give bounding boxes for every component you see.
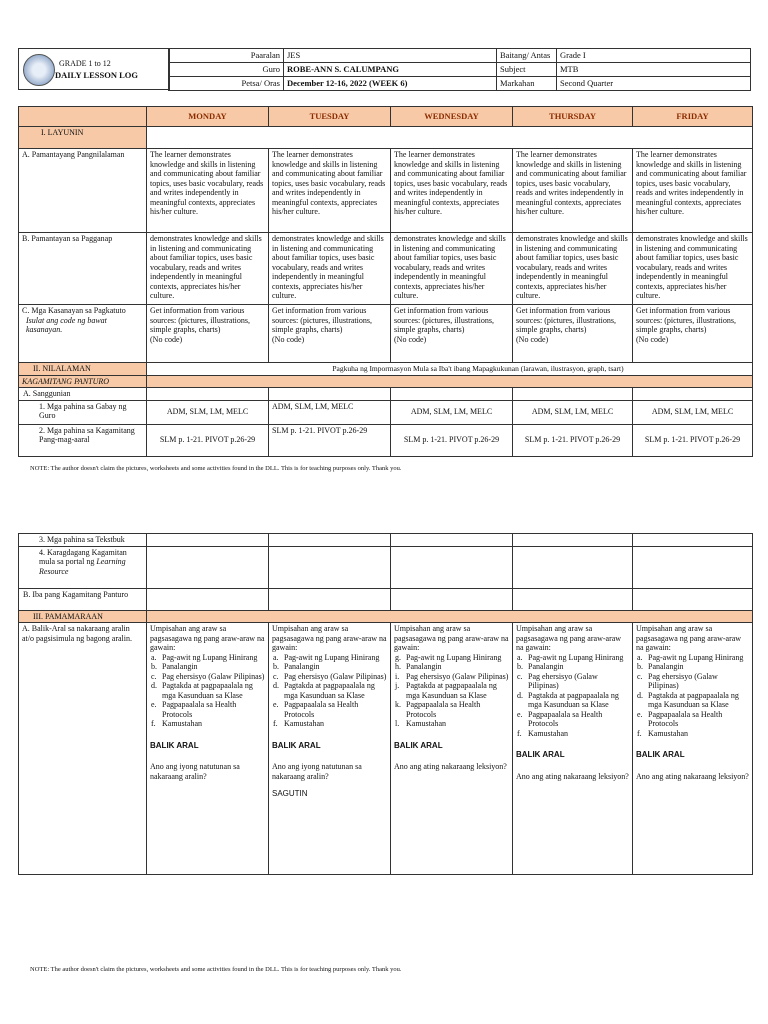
row-label-kasanayan — [19, 305, 147, 363]
pamantayang-wednesday: The learner demonstrates knowledge and skills in listening and communicating about familiar topics, uses basic vocabulary, reads and writes independently in meaningful contexts, appreciates his/her culture. — [391, 149, 513, 233]
section-pamamaraan: III. PAMAMARAAN — [19, 610, 147, 623]
day-friday: FRIDAY — [633, 107, 753, 127]
sagutin-label: SAGUTIN — [272, 789, 308, 798]
day-tuesday: TUESDAY — [269, 107, 391, 127]
pamantayang-friday: The learner demonstrates knowledge and skills in listening and communicating about familiar topics, uses basic vocabulary, reads and writes independently in meaningful contexts, appreciates his/her culture. — [633, 149, 753, 233]
pagganap-monday: demonstrates knowledge and skills in listening and communicating about familiar topics, uses basic vocabulary, reads and writes independently in meaningful contexts, appreciates his/her culture. — [147, 233, 269, 305]
header-info-table — [168, 48, 751, 91]
row-label-balik-aral: A. Balik-Aral sa nakaraang aralin at/o pagsisimula ng bagong aralin. — [19, 623, 147, 875]
pagganap-thursday: demonstrates knowledge and skills in listening and communicating about familiar topics, uses basic vocabulary, reads and writes independently in meaningful contexts, appreciates his/her culture. — [513, 233, 633, 305]
day-thursday: THURSDAY — [513, 107, 633, 127]
balik-aral-wednesday: Umpisahan ang araw sa pagsasagawa ng pang araw-araw na gawain: g. Pag-awit ng Lupang Hinirang h. Panalangin i. Pag ehersisyo (Galaw Pilipinas) j. Pagtakda at pagpapaalala ng mga Kasunduan sa Klase k. Pagpapaalala sa Health Protocols l. Kamustahan BALIK ARAL Ano ang ating nakaraang leksiyon? — [391, 623, 513, 875]
balik-aral-monday: Umpisahan ang araw sa pagsasagawa ng pang araw-araw na gawain: a. Pag-awit ng Lupang Hinirang b. Panalangin c. Pag ehersisyo (Galaw Pilipinas) d. Pagtakda at pagpapaalala ng mga Kasunduan sa Klase e. Pagpapaalala sa Health Protocols f. Kamustahan BALIK ARAL Ano ang iyong natutunan sa nakaraang aralin? — [147, 623, 269, 875]
row-label-gabay: 1. Mga pahina sa Gabay ng Guro — [19, 400, 147, 424]
row-label-karagdagang: 4. Karagdagang Kagamitan mula sa portal ng Learning Resource — [19, 546, 147, 588]
disclaimer-note-page1: NOTE: The author doesn't claim the pictures, worksheets and some activities found in the DLL. This is for teaching purposes only. Thank you. — [30, 465, 402, 472]
kagamitan-wednesday: SLM p. 1-21. PIVOT p.26-29 — [391, 424, 513, 456]
gabay-monday: ADM, SLM, LM, MELC — [147, 400, 269, 424]
date-label: Petsa/ Oras — [169, 77, 284, 91]
quarter-label: Markahan — [497, 77, 557, 91]
day-wednesday: WEDNESDAY — [391, 107, 513, 127]
row-label-sanggunian: A. Sanggunian — [19, 388, 147, 401]
kagamitan-friday: SLM p. 1-21. PIVOT p.26-29 — [633, 424, 753, 456]
kasanayan-wednesday: Get information from various sources: (pictures, illustrations, simple graphs, charts) (No code) — [391, 305, 513, 363]
school-value: JES — [284, 49, 497, 63]
pamantayang-thursday: The learner demonstrates knowledge and skills in listening and communicating about familiar topics, uses basic vocabulary, reads and writes independently in meaningful contexts, appreciates his/her culture. — [513, 149, 633, 233]
school-label: Paaralan — [169, 49, 284, 63]
disclaimer-note-page2: NOTE: The author doesn't claim the pictures, worksheets and some activities found in the DLL. This is for teaching purposes only. Thank you. — [30, 966, 402, 973]
balik-aral-tuesday: Umpisahan ang araw sa pagsasagawa ng pang araw-araw na gawain: a. Pag-awit ng Lupang Hinirang b. Panalangin c. Pag ehersisyo (Galaw Pilipinas) d. Pagtakda at pagpapaalala ng mga Kasunduan sa Klase e. Pagpapaalala sa Health Protocols f. Kamustahan BALIK ARAL Ano ang iyong natutunan sa nakaraang aralin? SAGUTIN — [269, 623, 391, 875]
row-label-pamantayan-pagganap: B. Pamantayan sa Pagganap — [19, 233, 147, 305]
nilalaman-text: Pagkuha ng Impormasyon Mula sa Iba't ibang Mapagkukunan (larawan, ilustrasyon, graph, tsart) — [147, 363, 753, 376]
kasanayan-thursday: Get information from various sources: (pictures, illustrations, simple graphs, charts) (No code) — [513, 305, 633, 363]
row-label-kagamitan: 2. Mga pahina sa Kagamitang Pang-mag-aaral — [19, 424, 147, 456]
kasanayan-friday: Get information from various sources: (pictures, illustrations, simple graphs, charts) (No code) — [633, 305, 753, 363]
kasanayan-tuesday: Get information from various sources: (pictures, illustrations, simple graphs, charts) (No code) — [269, 305, 391, 363]
grade-level-value: Grade I — [557, 49, 751, 63]
section-nilalaman: II. NILALAMAN — [19, 363, 147, 376]
kasanayan-sub: Isulat ang code ng bawat kasanayan. — [26, 315, 107, 334]
row-label-iba-pang: B. Iba pang Kagamitang Panturo — [19, 588, 147, 610]
subject-value: MTB — [557, 63, 751, 77]
pagganap-wednesday: demonstrates knowledge and skills in listening and communicating about familiar topics, uses basic vocabulary, reads and writes independently in meaningful contexts, appreciates his/her culture. — [391, 233, 513, 305]
kagamitan-thursday: SLM p. 1-21. PIVOT p.26-29 — [513, 424, 633, 456]
teacher-value: ROBE-ANN S. CALUMPANG — [284, 63, 497, 77]
balik-aral-thursday: Umpisahan ang araw sa pagsasagawa ng pang araw-araw na gawain: a. Pag-awit ng Lupang Hinirang b. Panalangin c. Pag ehersisyo (Galaw Pilipinas) d. Pagtakda at pagpapaalala ng mga Kasunduan sa Klase e. Pagpapaalala sa Health Protocols f. Kamustahan BALIK ARAL Ano ang ating nakaraang leksiyon? — [513, 623, 633, 875]
lesson-log-table-page1 — [18, 106, 753, 457]
gabay-thursday: ADM, SLM, LM, MELC — [513, 400, 633, 424]
lesson-log-table-page2 — [18, 533, 753, 875]
section-layunin: I. LAYUNIN — [19, 127, 147, 149]
document-title: DAILY LESSON LOG — [55, 70, 138, 80]
grade-line: GRADE 1 to 12 — [59, 59, 111, 68]
gabay-wednesday: ADM, SLM, LM, MELC — [391, 400, 513, 424]
pagganap-friday: demonstrates knowledge and skills in listening and communicating about familiar topics, uses basic vocabulary, reads and writes independently in meaningful contexts, appreciates his/her culture. — [633, 233, 753, 305]
deped-seal-icon — [23, 54, 55, 86]
balik-aral-friday: Umpisahan ang araw sa pagsasagawa ng pang araw-araw na gawain: a. Pag-awit ng Lupang Hinirang b. Panalangin c. Pag ehersisyo (Galaw Pilipinas) d. Pagtakda at pagpapaalala ng mga Kasunduan sa Klase e. Pagpapaalala sa Health Protocols f. Kamustahan BALIK ARAL Ano ang ating nakaraang leksiyon? — [633, 623, 753, 875]
pagganap-tuesday: demonstrates knowledge and skills in listening and communicating about familiar topics, uses basic vocabulary, reads and writes independently in meaningful contexts, appreciates his/her culture. — [269, 233, 391, 305]
kagamitang-blank — [147, 375, 753, 388]
kagamitan-tuesday: SLM p. 1-21. PIVOT p.26-29 — [269, 424, 391, 456]
pamantayang-monday: The learner demonstrates knowledge and skills in listening and communicating about familiar topics, uses basic vocabulary, reads and writes independently in meaningful contexts, appreciates his/her culture. — [147, 149, 269, 233]
section-kagamitang: KAGAMITANG PANTURO — [19, 375, 147, 388]
layunin-blank — [147, 127, 753, 149]
quarter-value: Second Quarter — [557, 77, 751, 91]
kasanayan-monday: Get information from various sources: (pictures, illustrations, simple graphs, charts) (No code) — [147, 305, 269, 363]
day-monday: MONDAY — [147, 107, 269, 127]
subject-label: Subject — [497, 63, 557, 77]
gabay-tuesday: ADM, SLM, LM, MELC — [269, 400, 391, 424]
teacher-label: Guro — [169, 63, 284, 77]
grade-level-label: Baitang/ Antas — [497, 49, 557, 63]
kasanayan-label: C. Mga Kasanayan sa Pagkatuto — [22, 306, 126, 315]
gabay-friday: ADM, SLM, LM, MELC — [633, 400, 753, 424]
blank-corner — [19, 107, 147, 127]
lesson-log-header-box — [18, 48, 170, 90]
row-label-teksbuk: 3. Mga pahina sa Tekstbuk — [19, 534, 147, 547]
row-label-pamantayang-pangnilalaman: A. Pamantayang Pangnilalaman — [19, 149, 147, 233]
kagamitan-monday: SLM p. 1-21. PIVOT p.26-29 — [147, 424, 269, 456]
learning-resource-label: Learning Resource — [39, 557, 126, 576]
date-value: December 12-16, 2022 (WEEK 6) — [284, 77, 497, 91]
pamantayang-tuesday: The learner demonstrates knowledge and skills in listening and communicating about familiar topics, uses basic vocabulary, reads and writes independently in meaningful contexts, appreciates his/her culture. — [269, 149, 391, 233]
